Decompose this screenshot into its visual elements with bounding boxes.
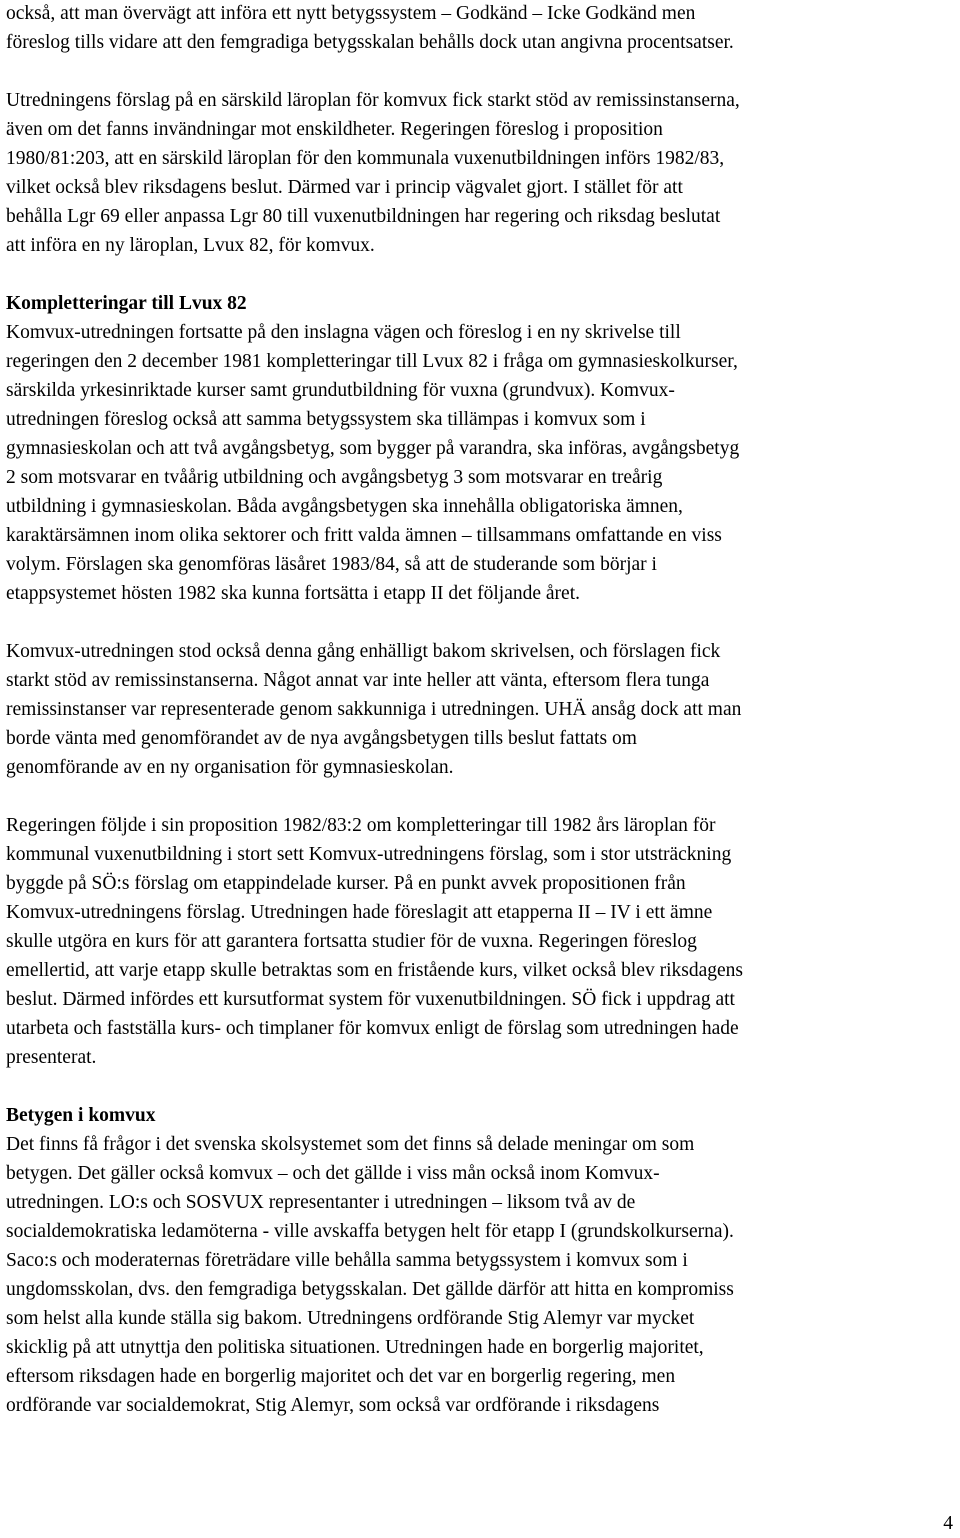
paragraph-proposition-1982: Regeringen följde i sin proposition 1982/83:2 om kompletteringar till 1982 års läroplan för kommunal vuxenutbildning i stort sett Komvux-utredningens förslag, som i stor utsträckning byggde på SÖ:s förslag om etappindelade kurser. På en punkt avvek propositionen från Komvux-utredningens förslag. Utredningen hade föreslagit att etapperna II – IV i ett ämne skulle utgöra en kurs för att garantera fortsatta studier för de vuxna. Regeringen föreslog emellertid, att varje etapp skulle betraktas som en fristående kurs, vilket också blev riksdagens beslut. Därmed infördes ett kursutformat system för vuxenutbildningen. SÖ fick i uppdrag att utarbeta och fastställa kurs- och timplaner för komvux enligt de förslag som utredningen hade presenterat. — [6, 815, 743, 1068]
paragraph-grading-proposal: också, att man övervägt att införa ett nytt betygssystem – Godkänd – Icke Godkänd men föreslog tills vidare att den femgradiga betygsskalan behålls dock utan angivna procentsatser. — [6, 3, 734, 53]
document-page — [6, 0, 956, 1449]
paragraph-lvux-curriculum: Utredningens förslag på en särskild läroplan för komvux fick starkt stöd av remissinstanserna, även om det fanns invändningar mot enskildheter. Regeringen föreslog i proposition 1980/81:203, att en särskild läroplan för den kommunala vuxenutbildningen införs 1982/83, vilket också blev riksdagens beslut. Därmed var i princip vägvalet gjort. I stället för att behålla Lgr 69 eller anpassa Lgr 80 till vuxenutbildningen har regering och riksdag beslutat att införa en ny läroplan, Lvux 82, för komvux. — [6, 90, 740, 256]
section-heading-kompletteringar: Kompletteringar till Lvux 82 — [6, 293, 247, 314]
paragraph-betygen: Det finns få frågor i det svenska skolsystemet som det finns så delade meningar om som betygen. Det gäller också komvux – och det gällde i viss mån också inom Komvux- utredningen. LO:s och SOSVUX representanter i utredningen – liksom två av de socialdemokratiska ledamöterna - ville avskaffa betygen helt för etapp I (grundskolkurserna). Saco:s och moderaternas företrädare ville behålla samma betygssystem i komvux som i ungdomsskolan, dvs. den femgradiga betygsskalan. Det gällde därför att hitta en kompromiss som helst alla kunde ställa sig bakom. Utredningens ordförande Stig Alemyr var mycket skicklig på att utnyttja den politiska situationen. Utredningen hade en borgerlig majoritet, eftersom riksdagen hade en borgerlig majoritet och det var en borgerlig regering, men ordförande var socialdemokrat, Stig Alemyr, som också var ordförande i riksdagens — [6, 1134, 734, 1416]
section-kompletteringar — [6, 289, 956, 608]
paragraph-remiss-support: Komvux-utredningen stod också denna gång enhälligt bakom skrivelsen, och förslagen fick starkt stöd av remissinstanserna. Något annat var inte heller att vänta, eftersom flera tunga remissinstanser var representerade genom sakkunniga i utredningen. UHÄ ansåg dock att man borde vänta med genomförandet av de nya avgångsbetygen tills beslut fattats om genomförande av en ny organisation för gymnasieskolan. — [6, 641, 742, 778]
page-number: 4 — [943, 1513, 953, 1534]
paragraph-kompletteringar: Komvux-utredningen fortsatte på den inslagna vägen och föreslog i en ny skrivelse till regeringen den 2 december 1981 kompletteringar till Lvux 82 i fråga om gymnasieskolkurser, särskilda yrkesinriktade kurser samt grundutbildning för vuxna (grundvux). Komvux- utredningen föreslog också att samma betygssystem ska tillämpas i komvux som i gymnasieskolan och att två avgångsbetyg, som bygger på varandra, ska införas, avgångsbetyg 2 som motsvarar en tvåårig utbildning och avgångsbetyg 3 som motsvarar en treårig utbildning i gymnasieskolan. Båda avgångsbetygen ska innehålla obligatoriska ämnen, karaktärsämnen inom olika sektorer och fritt valda ämnen – tillsammans omfattande en viss volym. Förslagen ska genomföras läsåret 1983/84, så att de studerande som börjar i etappsystemet hösten 1982 ska kunna fortsätta i etapp II det följande året. — [6, 322, 740, 604]
section-betygen — [6, 1101, 956, 1420]
section-heading-betygen: Betygen i komvux — [6, 1105, 156, 1126]
